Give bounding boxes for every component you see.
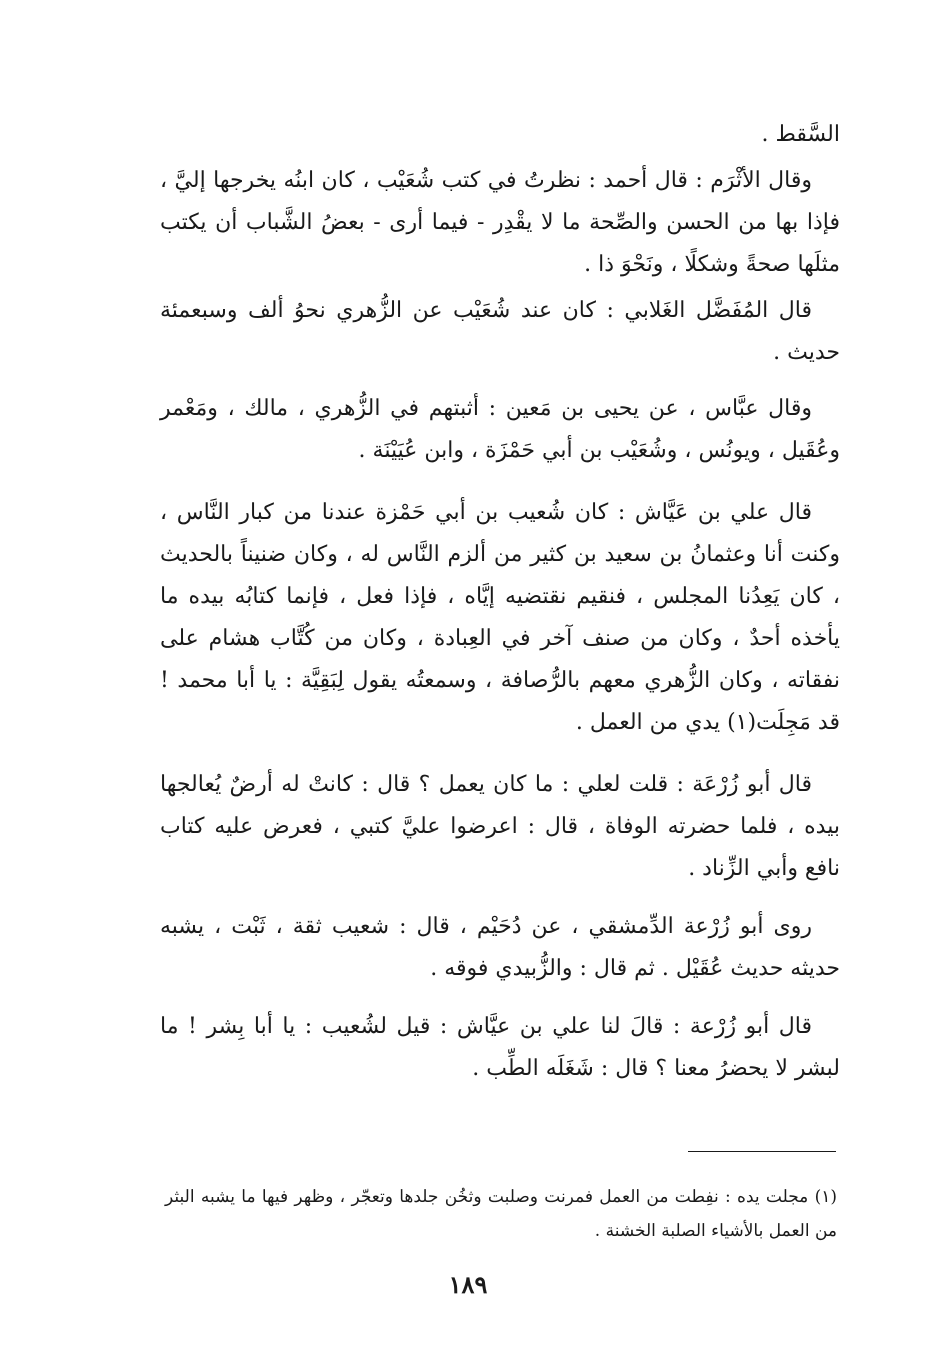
- paragraph-abu-zura-2: قال أبو زُرْعة : قالَ لنا علي بن عيَّاش : قيل لشُعيب : يا أبا بِشر ! ما لبشر لا يحضرُ معنا ؟ قال : شَغَلَه الطِّب .: [160, 1014, 840, 1081]
- paragraph-athram: وقال الأثْرَم : قال أحمد : نظرتُ في كتب شُعَيْب ، كان ابنُه يخرجها إليَّ ، فإذا بها من الحسن والصِّحة ما لا يقْدِر - فيما أرى - بعضُ الشَّباب أن يكتب مثلَها صحةً وشكلًا ، ونَحْوَ ذا .: [160, 168, 840, 277]
- paragraph-abu-zura-1: قال أبو زُرْعَة : قلت لعلي : ما كان يعمل ؟ قال : كانتْ له أرضٌ يُعالجها بيده ، فلما حضرته الوفاة ، قال : اعرضوا عليَّ كتبي ، فعرض عليه كتاب نافع وأبي الزِّناد .: [160, 772, 840, 881]
- footnote: (١) مجلت يده : نفِطت من العمل فمرنت وصلبت وثخُن جلدها وتعجّر ، وظهر فيها ما يشبه البثر من العمل بالأشياء الصلبة الخشنة .: [165, 1187, 837, 1241]
- paragraph-continuation: السَّقط .: [761, 122, 840, 147]
- main-text: [160, 114, 840, 1090]
- paragraph-abu-zura-dimashqi: روى أبو زُرْعة الدِّمشقي ، عن دُحَيْم ، قال : شعيب ثقة ، ثَبْت ، يشبه حديثه حديث عُقَيْل . ثم قال : والزُّبيدي فوقه .: [160, 914, 840, 981]
- paragraph-mufaddal: قال المُفَضَّل الغَلابي : كان عند شُعَيْب عن الزُّهري نحوُ ألف وسبعمئة حديث .: [160, 298, 840, 365]
- paragraph-ali-ibn-ayyash: قال علي بن عَيَّاش : كان شُعيب بن أبي حَمْزة عندنا من كبار النَّاس ، وكنت أنا وعثمانُ بن سعيد بن كثير من ألزم النَّاس له ، وكان ضنيناً بالحديث ، كان يَعِدُنا المجلس ، فنقيم نقتضيه إيَّاه ، فإذا فعل ، فإنما كتابُه بيده ما يأخذه أحدٌ ، وكان من صنف آخر في العِبادة ، وكان من كُتَّاب هشام على نفقاته ، وكان الزُّهري معهم بالرُّصافة ، وسمعتُه يقول لِبَقِيَّة : يا أبا محمد ! قد مَجِلَت(١) يدي من العمل .: [160, 500, 840, 735]
- page-number: ١٨٩: [448, 1270, 488, 1299]
- paragraph-abbas: وقال عبَّاس ، عن يحيى بن مَعين : أثبتهم في الزُّهري ، مالك ، ومَعْمر وعُقَيل ، ويونُس ، وشُعَيْب بن أبي حَمْزَة ، وابن عُيَيْنَة .: [160, 396, 840, 463]
- footnote-divider: [688, 1151, 836, 1152]
